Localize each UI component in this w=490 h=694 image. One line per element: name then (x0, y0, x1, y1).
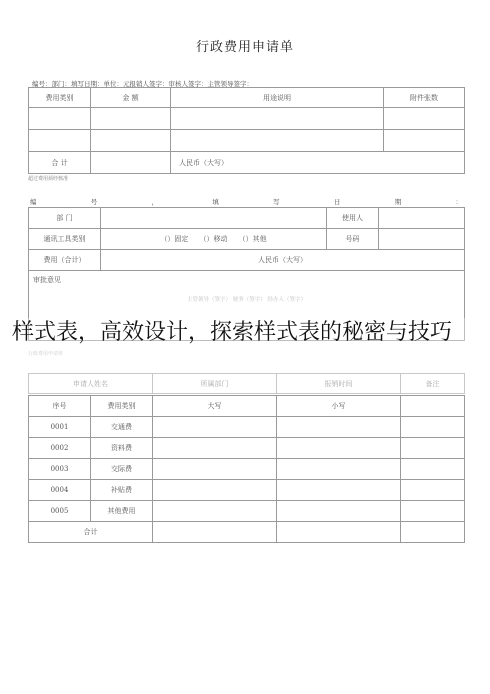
overlay-headline: 样式表，高效设计，探索样式表的秘密与技巧 (12, 318, 482, 348)
form2-meta: 编 号 ， 填 写 日 期 ： (30, 198, 462, 206)
form1-title: 行政费用申请单 (195, 40, 294, 55)
form2-approval: 审批意见 主管领导（签字） 财务（签字） 经办人（签字） (29, 271, 465, 341)
form3-header-type: 费用类别 (91, 396, 153, 417)
form3-remark: 备注 (401, 374, 465, 394)
table-row: 0005 其他费用 (29, 501, 465, 522)
form3-total-label: 合计 (29, 522, 153, 543)
form3-top-table (28, 373, 465, 394)
form1-header-purpose: 用途说明 (171, 88, 384, 108)
form1-total-label: 合 计 (29, 152, 91, 174)
table-row: 0004 补贴费 (29, 480, 465, 501)
table-row: 0003 交际费 (29, 459, 465, 480)
form2-sign-line: 主管领导（签字） 财务（签字） 经办人（签字） (187, 297, 306, 303)
form2-fee-value: 人民币（大写） (101, 250, 465, 271)
form3-header-upper: 大写 (153, 396, 277, 417)
table-row: 0002 资料费 (29, 438, 465, 459)
form2-dept-label: 部 门 (29, 208, 101, 229)
form1-total-value: 人民币（大写） (171, 152, 465, 174)
table-row: 0001 交通费 (29, 417, 465, 438)
form2-footnote: 行政费用申请单 (28, 351, 64, 357)
form1-header-type: 费用类别 (29, 88, 91, 108)
form3-header-lower: 小写 (277, 396, 401, 417)
form2-number-label: 号码 (327, 229, 379, 250)
form2-user-label: 使用人 (327, 208, 379, 229)
form3-header-no: 序号 (29, 396, 91, 417)
table-row (29, 108, 465, 130)
table-row (29, 130, 465, 152)
form1-footnote: 超过费用须经核准 (28, 176, 69, 182)
form2-tool-label: 通讯工具类别 (29, 229, 101, 250)
form1-header-amount: 金 额 (91, 88, 171, 108)
form2-opt-fixed: （）固定 (160, 235, 189, 243)
form3-applicant-name: 申请人姓名 (29, 374, 153, 394)
form3-table (28, 395, 465, 543)
form1-header-attachments: 附件张数 (384, 88, 465, 108)
form2-opt-mobile: （）移动 (199, 235, 228, 243)
form1-meta: 编号：部门：填写日期：单位：元报销人签字：审核人签字：主管领导签字： (32, 80, 253, 88)
form3-department: 所属部门 (153, 374, 277, 394)
form1-table (28, 87, 465, 174)
form2-fee-label: 费用（合计） (29, 250, 101, 271)
form2-opt-other: （）其他 (238, 235, 267, 243)
form3-reimburse-time: 报销时间 (277, 374, 401, 394)
